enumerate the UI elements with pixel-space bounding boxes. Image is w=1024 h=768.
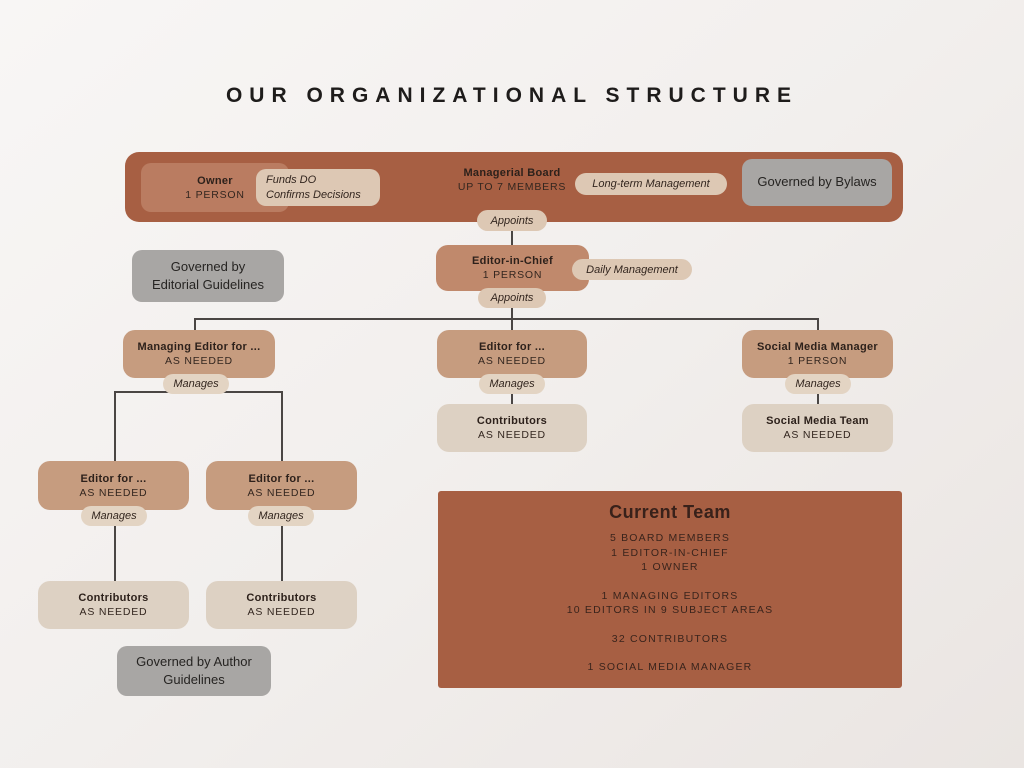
contributors-box-b xyxy=(206,581,357,629)
editor-box-b xyxy=(206,461,357,510)
team-stat-line: 1 MANAGING EDITORS xyxy=(601,589,739,602)
longterm-management-tag: Long-term Management xyxy=(575,173,727,195)
daily-management-tag: Daily Management xyxy=(572,259,692,280)
current-team-title: Current Team xyxy=(609,502,731,522)
editor-box-a xyxy=(38,461,189,510)
managing-editor-box xyxy=(123,330,275,378)
social-media-manager-box xyxy=(742,330,893,378)
connector-line xyxy=(114,524,116,582)
editor-box-mid xyxy=(437,330,587,378)
eic-detail: 1 PERSON xyxy=(482,269,543,281)
contributors-a-name: Contributors xyxy=(78,592,149,604)
owner-name: Owner xyxy=(197,174,233,187)
contributors-box-mid xyxy=(437,404,587,452)
team-stat-line: 1 SOCIAL MEDIA MANAGER xyxy=(587,661,753,673)
owner-detail: 1 PERSON xyxy=(185,188,245,201)
connector-line xyxy=(511,230,513,246)
editorial-guidelines-box xyxy=(132,250,284,302)
social-media-team-box xyxy=(742,404,893,452)
connector-line xyxy=(194,318,818,320)
owner-note-line: Funds DO xyxy=(266,173,317,186)
editorial-guidelines-line: Governed by xyxy=(170,258,246,274)
current-team-panel xyxy=(438,491,902,688)
board-name: Managerial Board xyxy=(463,167,561,179)
editorial-guidelines-line: Editorial Guidelines xyxy=(151,277,264,292)
smteam-detail: AS NEEDED xyxy=(783,429,852,441)
page-title: OUR ORGANIZATIONAL STRUCTURE xyxy=(225,84,799,107)
manages-tag-editor-a: Manages xyxy=(81,506,147,526)
editor-in-chief-box xyxy=(436,245,589,291)
editor-a-detail: AS NEEDED xyxy=(79,486,148,499)
author-guidelines-box xyxy=(117,646,271,696)
board-detail: UP TO 7 MEMBERS xyxy=(457,181,567,193)
team-stat-line: 1 EDITOR-IN-CHIEF xyxy=(611,546,729,559)
owner-note-tag xyxy=(256,169,380,206)
owner-note-line: Confirms Decisions xyxy=(266,188,361,201)
team-stat-line: 10 EDITORS IN 9 SUBJECT AREAS xyxy=(566,604,774,616)
author-guidelines-line: Guidelines xyxy=(163,672,225,687)
contributors-b-detail: AS NEEDED xyxy=(247,606,316,618)
smteam-name: Social Media Team xyxy=(766,415,869,427)
contributors-box-a xyxy=(38,581,189,629)
bylaws-governance-box: Governed by Bylaws xyxy=(742,159,892,206)
editor-b-name: Editor for ... xyxy=(248,472,315,485)
manages-tag-managing-editor: Manages xyxy=(163,374,229,394)
contributors-mid-name: Contributors xyxy=(476,415,548,427)
manages-tag-smm: Manages xyxy=(785,374,851,394)
appoints-tag-eic: Appoints xyxy=(478,288,546,308)
managerial-board-label xyxy=(437,167,587,193)
eic-name: Editor-in-Chief xyxy=(472,255,553,267)
team-stat-group xyxy=(438,589,902,618)
connector-line xyxy=(281,391,283,462)
contributors-mid-detail: AS NEEDED xyxy=(478,429,546,441)
editor-a-name: Editor for ... xyxy=(80,472,147,485)
smm-name: Social Media Manager xyxy=(757,341,878,353)
contributors-a-detail: AS NEEDED xyxy=(79,606,148,618)
managing-editor-detail: AS NEEDED xyxy=(165,355,233,367)
editor-b-detail: AS NEEDED xyxy=(247,486,316,499)
team-stat-line: 32 CONTRIBUTORS xyxy=(611,632,729,645)
manages-tag-editor-mid: Manages xyxy=(479,374,545,394)
contributors-b-name: Contributors xyxy=(246,592,317,604)
appoints-tag-board: Appoints xyxy=(477,210,547,231)
team-stat-group xyxy=(438,660,902,675)
team-stat-line: 5 BOARD MEMBERS xyxy=(609,532,731,544)
editor-mid-name: Editor for ... xyxy=(479,341,545,353)
managing-editor-name: Managing Editor for ... xyxy=(137,341,261,353)
connector-line xyxy=(114,391,116,462)
connector-line xyxy=(281,524,283,582)
editor-mid-detail: AS NEEDED xyxy=(478,355,546,367)
smm-detail: 1 PERSON xyxy=(787,355,848,367)
team-stat-line: 1 OWNER xyxy=(641,561,699,573)
author-guidelines-line: Governed by Author xyxy=(136,653,252,669)
team-stat-group xyxy=(438,632,902,647)
manages-tag-editor-b: Manages xyxy=(248,506,314,526)
team-stat-group xyxy=(438,531,902,575)
